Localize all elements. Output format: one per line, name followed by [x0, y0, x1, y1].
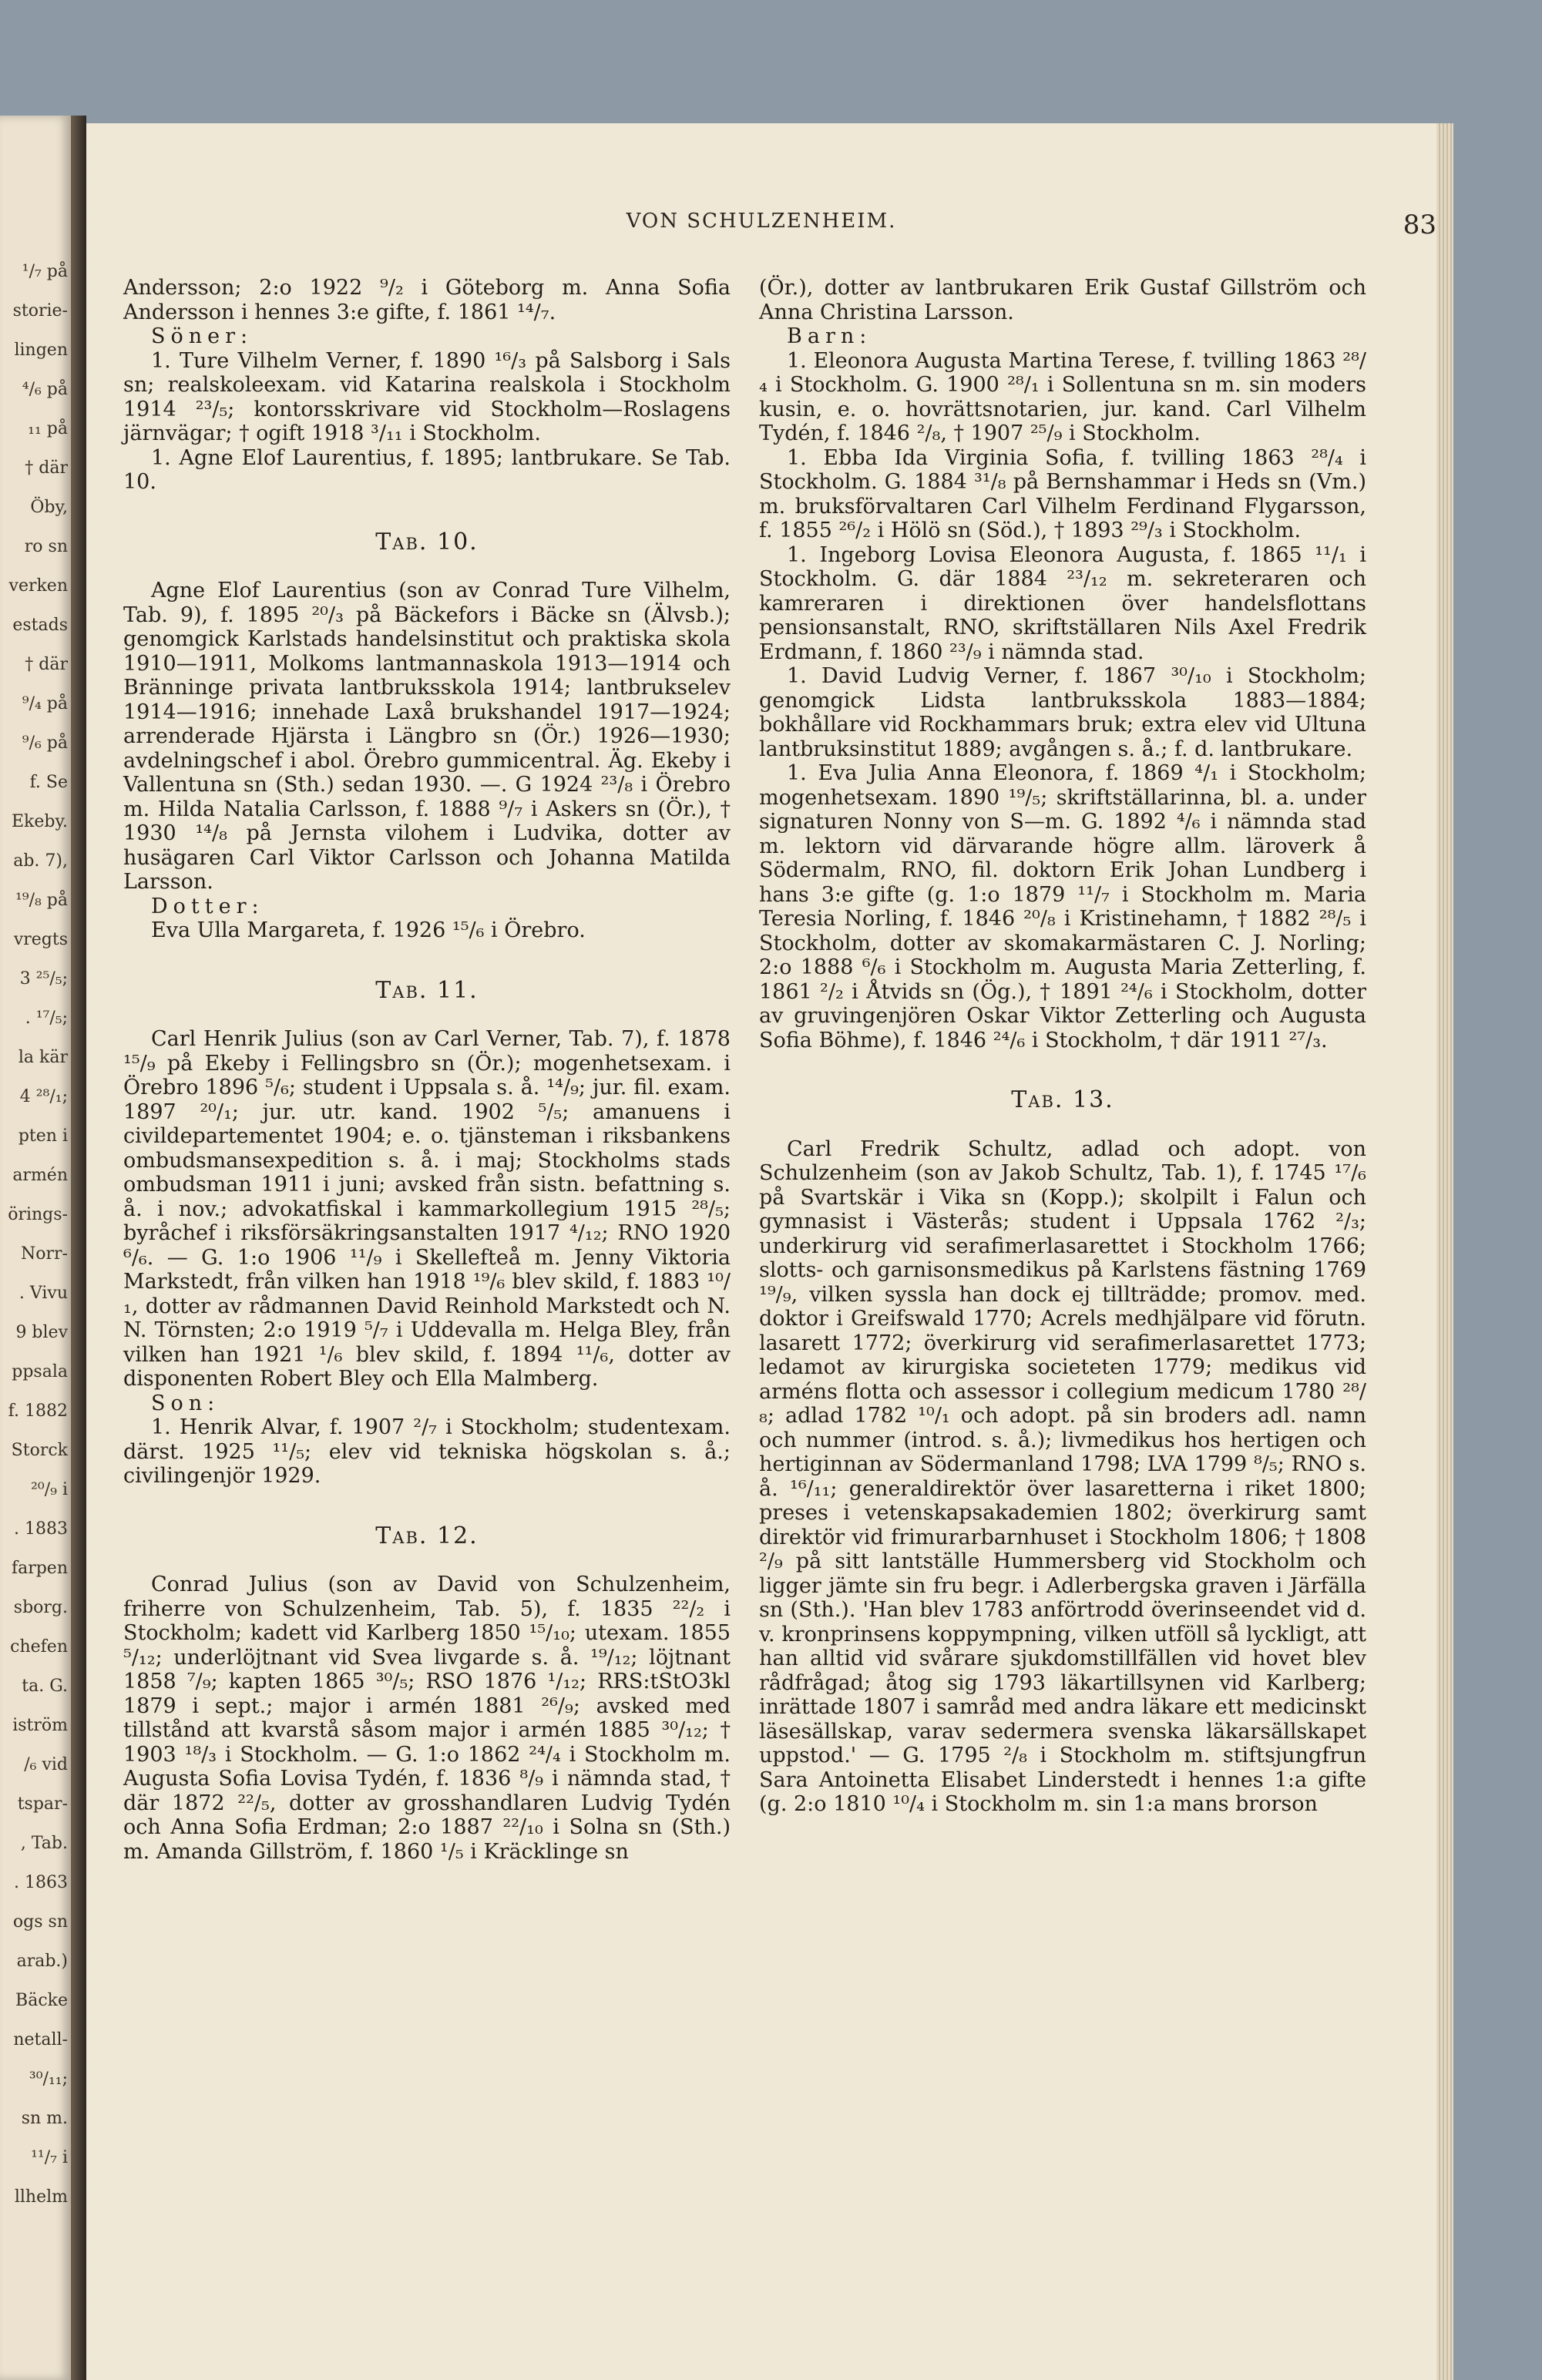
- entry-paragraph: 1. Ingeborg Lovisa Eleonora Augusta, f. 1865 ¹¹/₁ i Stockholm. G. där 1884 ²³/₁₂ m. sekreteraren och kamreraren i direktionen över handelsflottans pensionsanstalt, RNO, skriftställaren Nils Axel Fredrik Erdmann, f. 1860 ²³/₉ i nämnda stad.: [759, 542, 1366, 664]
- margin-fragment: ro sn: [24, 537, 68, 556]
- margin-fragment: verken: [8, 576, 68, 596]
- margin-fragment: Öby,: [30, 498, 68, 517]
- running-title: VON SCHULZENHEIM.: [626, 210, 897, 233]
- section-label: Söner:: [151, 324, 254, 348]
- margin-fragment: 9 blev: [15, 1323, 68, 1342]
- margin-fragment: netall-: [13, 2030, 68, 2049]
- margin-fragment: storie-: [12, 301, 68, 321]
- entry-paragraph: Carl Fredrik Schultz, adlad och adopt. von Schulzenheim (son av Jakob Schultz, Tab. 1), f. 1745 ¹⁷/₆ på Svartskär i Vika sn (Kopp.); skolpilt i Falun och gymnasist i Västerås; student i Uppsala 1762 ²/₃; underkirurg vid serafimerlasarettet i Stockholm 1766; slotts- och garnisonsmedikus på Karlstens fästning 1769 ¹⁹/₉, vilken syssla han dock ej tillträdde; promov. med. doktor i Greifswald 1770; Acrels medhjälpare vid förutn. lasarett 1772; överkirurg vid serafimerlasarettet 1773; ledamot av kirurgiska societeten 1779; medikus vid arméns flotta och assessor i collegium medicum 1780 ²⁸/₈; adlad 1782 ¹⁰/₁ och adopt. på sin broders adl. namn och nummer (introd. s. å.); livmedikus hos hertigen och hertiginnan av Södermanland 1798; LVA 1799 ⁸/₅; RNO s. å. ¹⁶/₁₁; generaldirektör över lasaretterna i riket 1800; preses i vetenskapsakademien 1802; överkirurg samt direktör vid frimurarbarnhuset i Stockholm 1806; † 1808 ²/₉ på sitt lantställe Hummersberg vid Stockholm och ligger jämte sin fru begr. i Adlerbergska graven i Järfälla sn (Sth.). 'Han blev 1783 anförtrodd överinseendet vid d. v. kronprinsens koppympning, vilken utföll så lyckligt, att han alltid vid svårare sjukdomstillfällen vid hovet blev rådfrågad; åtog sig 1793 läkartillsynen vid Karlberg; inrättade 1807 i samråd med andra läkare ett medicinskt läsesällskap, varav sedermera svenska läkarsällskapet uppstod.' — G. 1795 ²/₈ i Stockholm m. stiftsjungfrun Sara Antoinetta Elisabet Linderstedt i hennes 1:a gifte (g. 2:o 1810 ¹⁰/₄ i Stockholm m. sin 1:a mans brorson: [759, 1136, 1366, 1816]
- margin-fragment: ²⁰/₉ i: [31, 1480, 68, 1499]
- section-label: Barn:: [787, 324, 872, 348]
- margin-fragment: armén: [12, 1166, 68, 1185]
- section-label: Son:: [151, 1391, 220, 1415]
- entry-paragraph: 1. Ture Vilhelm Verner, f. 1890 ¹⁶/₃ på Salsborg i Sals sn; realskoleexam. vid Katarina realskola i Stockholm 1914 ²³/₅; kontorsskrivare vid Stockholm—Roslagens järnvägar; † ogift 1918 ³/₁₁ i Stockholm.: [123, 348, 731, 445]
- table-heading: Tab. 12.: [375, 1522, 479, 1549]
- table-heading: Tab. 10.: [375, 528, 479, 556]
- margin-fragment: . 1883: [14, 1519, 68, 1539]
- margin-fragment: ³⁰/₁₁;: [29, 2069, 68, 2089]
- entry-paragraph: (Ör.), dotter av lantbrukaren Erik Gustaf Gillström och Anna Christina Larsson.: [759, 276, 1366, 324]
- margin-fragment: ⁴/₆ på: [22, 380, 68, 399]
- entry-paragraph: Andersson; 2:o 1922 ⁹/₂ i Göteborg m. Anna Sofia Andersson i hennes 3:e gifte, f. 1861 ¹⁴/₇.: [123, 276, 731, 324]
- margin-fragment: chefen: [10, 1637, 68, 1657]
- margin-fragment: lingen: [14, 341, 68, 360]
- margin-fragment: , Tab.: [20, 1834, 68, 1853]
- margin-fragment: tspar-: [17, 1794, 68, 1814]
- table-heading: Tab. 11.: [375, 976, 479, 1004]
- entry-paragraph: Eva Ulla Margareta, f. 1926 ¹⁵/₆ i Örebro.: [151, 918, 586, 942]
- margin-fragment: llhelm: [14, 2187, 68, 2207]
- entry-paragraph: 1. David Ludvig Verner, f. 1867 ³⁰/₁₀ i Stockholm; genomgick Lidsta lantbruksskola 1883—1884; bokhållare vid Rockhammars bruk; extra elev vid Ultuna lantbruksinstitut 1889; avgången s. å.; f. d. lantbrukare.: [759, 664, 1366, 761]
- margin-fragment: estads: [12, 616, 68, 635]
- margin-fragment: ta. G.: [22, 1677, 68, 1696]
- entry-paragraph: Carl Henrik Julius (son av Carl Verner, Tab. 7), f. 1878 ¹⁵/₉ på Ekeby i Fellingsbro sn (Ör.); mogenhetsexam. i Örebro 1896 ⁵/₆; student i Uppsala s. å. ¹⁴/₉; jur. fil. exam. 1897 ²⁰/₁; jur. utr. kand. 1902 ⁵/₅; amanuens i civildepartementet 1904; e. o. tjänsteman i riksbankens ombudsmansexpedition s. å. i maj; Stockholms stads ombudsman 1911 i juni; avsked från sistn. befattning s. å. i nov.; advokatfiskal i kammarkollegium 1915 ²⁸/₅; byråchef i riksförsäkringsanstalten 1917 ⁴/₁₂; RNO 1920 ⁶/₆. — G. 1:o 1906 ¹¹/₉ i Skellefteå m. Jenny Viktoria Markstedt, från vilken han 1918 ¹⁹/₆ blev skild, f. 1883 ¹⁰/₁, dotter av rådmannen David Reinhold Markstedt och N. N. Törnsten; 2:o 1919 ⁵/₇ i Uddevalla m. Helga Bley, från vilken han 1921 ¹/₆ blev skild, f. 1894 ¹¹/₆, dotter av disponenten Robert Bley och Ella Malmberg.: [123, 1027, 731, 1391]
- margin-fragment: . Vivu: [18, 1284, 68, 1303]
- entry-paragraph: Agne Elof Laurentius (son av Conrad Ture Vilhelm, Tab. 9), f. 1895 ²⁰/₃ på Bäckefors i Bäcke sn (Älvsb.); genomgick Karlstads handelsinstitut och praktiska skola 1910—1911, Molkoms lantmannaskola 1913—1914 och Bränninge privata lantbruksskola 1914; lantbrukselev 1914—1916; innehade Laxå brukshandel 1917—1924; arrenderade Hjärsta i Längbro sn (Ör.) 1926—1930; avdelningschef i abol. Örebro gummicentral. Äg. Ekeby i Vallentuna sn (Sth.) sedan 1930. —. G 1924 ²³/₈ i Örebro m. Hilda Natalia Carlsson, f. 1888 ⁹/₇ i Askers sn (Ör.), † 1930 ¹⁴/₈ på Jernsta vilohem i Ludvika, dotter av husägaren Carl Viktor Carlsson och Johanna Matilda Larsson.: [123, 579, 731, 894]
- margin-fragment: ¹/₇ på: [22, 262, 68, 281]
- margin-fragment: ⁹/₆ på: [22, 733, 68, 753]
- entry-paragraph: 1. Agne Elof Laurentius, f. 1895; lantbrukare. Se Tab. 10.: [123, 445, 731, 494]
- margin-fragment: Ekeby.: [12, 812, 68, 831]
- margin-fragment: ⁹/₄ på: [22, 694, 68, 713]
- margin-fragment: † där: [25, 655, 68, 674]
- margin-fragment: sborg.: [13, 1598, 68, 1617]
- entry-paragraph: 1. Eva Julia Anna Eleonora, f. 1869 ⁴/₁ i Stockholm; mogenhetsexam. 1890 ¹⁹/₅; skriftställarinna, bl. a. under signaturen Nonny von S—m. G. 1892 ⁴/₆ i nämnda stad m. lektorn vid därvarande högre allm. läroverk å Södermalm, RNO, fil. doktorn Erik Johan Lundberg i hans 3:e gifte (g. 1:o 1879 ¹¹/₇ i Stockholm m. Maria Teresia Norling, f. 1846 ²⁰/₈ i Kristinehamn, † 1882 ²⁸/₅ i Stockholm, dotter av skomakarmästaren C. J. Norling; 2:o 1888 ⁶/₆ i Stockholm m. Augusta Maria Zetterling, f. 1861 ²/₂ i Åtvids sn (Ög.), † 1891 ²⁴/₆ i Stockholm, dotter av gruvingenjören Oskar Viktor Zetterling och Augusta Sofia Böhme), f. 1846 ²⁴/₆ i Stockholm, † där 1911 ²⁷/₃.: [759, 761, 1366, 1052]
- right-column: [759, 276, 1366, 1817]
- margin-fragment: . ¹⁷/₅;: [25, 1009, 68, 1028]
- margin-fragment: ¹⁹/₈ på: [15, 891, 68, 910]
- book-binding: [71, 116, 86, 2380]
- entry-paragraph: 1. Henrik Alvar, f. 1907 ²/₇ i Stockholm; studentexam. därst. 1925 ¹¹/₅; elev vid tekniska högskolan s. å.; civilingenjör 1929.: [123, 1415, 731, 1488]
- margin-fragment: ab. 7),: [13, 851, 68, 871]
- margin-fragment: f. Se: [29, 773, 68, 792]
- margin-fragment: 3 ²⁵/₅;: [19, 969, 68, 989]
- margin-fragment: ₁₁ på: [28, 419, 68, 438]
- entry-paragraph: 1. Eleonora Augusta Martina Terese, f. tvilling 1863 ²⁸/₄ i Stockholm. G. 1900 ²⁸/₁ i Sollentuna sn m. sin moders kusin, e. o. hovrättsnotarien, jur. kand. Carl Vilhelm Tydén, f. 1846 ²/₈, † 1907 ²⁵/₉ i Stockholm.: [759, 348, 1366, 445]
- margin-fragment: ¹¹/₇ i: [31, 2148, 68, 2167]
- entry-paragraph: Conrad Julius (son av David von Schulzenheim, friherre von Schulzenheim, Tab. 5), f. 1835 ²²/₂ i Stockholm; kadett vid Karlberg 1850 ¹⁵/₁₀; utexam. 1855 ⁵/₁₂; underlöjtnant vid Svea livgarde s. å. ¹⁹/₁₂; löjtnant 1858 ⁷/₉; kapten 1865 ³⁰/₅; RSO 1876 ¹/₁₂; RRS:tStO3kl 1879 i sept.; major i armén 1881 ²⁶/₉; avsked med tillstånd att kvarstå såsom major i armén 1885 ³⁰/₁₂; † 1903 ¹⁸/₃ i Stockholm. — G. 1:o 1862 ²⁴/₄ i Stockholm m. Augusta Sofia Lovisa Tydén, f. 1836 ⁸/₉ i nämnda stad, † där 1872 ²²/₅, dotter av grosshandlaren Ludvig Tydén och Anna Sofia Erdman; 2:o 1887 ²²/₁₀ i Solna sn (Sth.) m. Amanda Gillström, f. 1860 ¹/₅ i Kräcklinge sn: [123, 1573, 731, 1864]
- margin-fragment: la kär: [18, 1048, 68, 1067]
- margin-fragment: arab.): [16, 1952, 68, 1971]
- margin-fragment: . 1863: [14, 1873, 68, 1892]
- section-label: Dotter:: [151, 894, 264, 918]
- margin-fragment: ppsala: [12, 1362, 68, 1381]
- table-heading: Tab. 13.: [1011, 1086, 1114, 1113]
- margin-fragment: örings-: [8, 1205, 68, 1224]
- page-stack-edge: [1436, 123, 1453, 2380]
- page-number: 83: [1403, 210, 1436, 240]
- margin-fragment: 4 ²⁸/₁;: [19, 1087, 68, 1106]
- entry-paragraph: 1. Ebba Ida Virginia Sofia, f. tvilling 1863 ²⁸/₄ i Stockholm. G. 1884 ³¹/₈ på Bernshammar i Heds sn (Vm.) m. bruksförvaltaren Carl Vilhelm Ferdinand Flygarsson, f. 1855 ²⁶/₂ i Hölö sn (Söd.), † 1893 ²⁹/₃ i Stockholm.: [759, 445, 1366, 542]
- margin-fragment: † där: [25, 458, 68, 478]
- margin-fragment: Bäcke: [15, 1991, 68, 2010]
- margin-fragment: sn m.: [21, 2109, 68, 2128]
- margin-fragment: f. 1882: [8, 1401, 68, 1421]
- facing-page-edge: [0, 116, 71, 2380]
- margin-fragment: vregts: [13, 930, 68, 949]
- margin-fragment: Storck: [11, 1441, 68, 1460]
- margin-fragment: Norr-: [21, 1244, 68, 1264]
- margin-fragment: /₆ vid: [24, 1755, 68, 1774]
- margin-fragment: pten i: [18, 1126, 68, 1146]
- margin-fragment: ogs sn: [12, 1912, 68, 1932]
- margin-fragment: farpen: [11, 1559, 68, 1578]
- left-column: [123, 276, 731, 1864]
- margin-fragment: iström: [12, 1716, 68, 1735]
